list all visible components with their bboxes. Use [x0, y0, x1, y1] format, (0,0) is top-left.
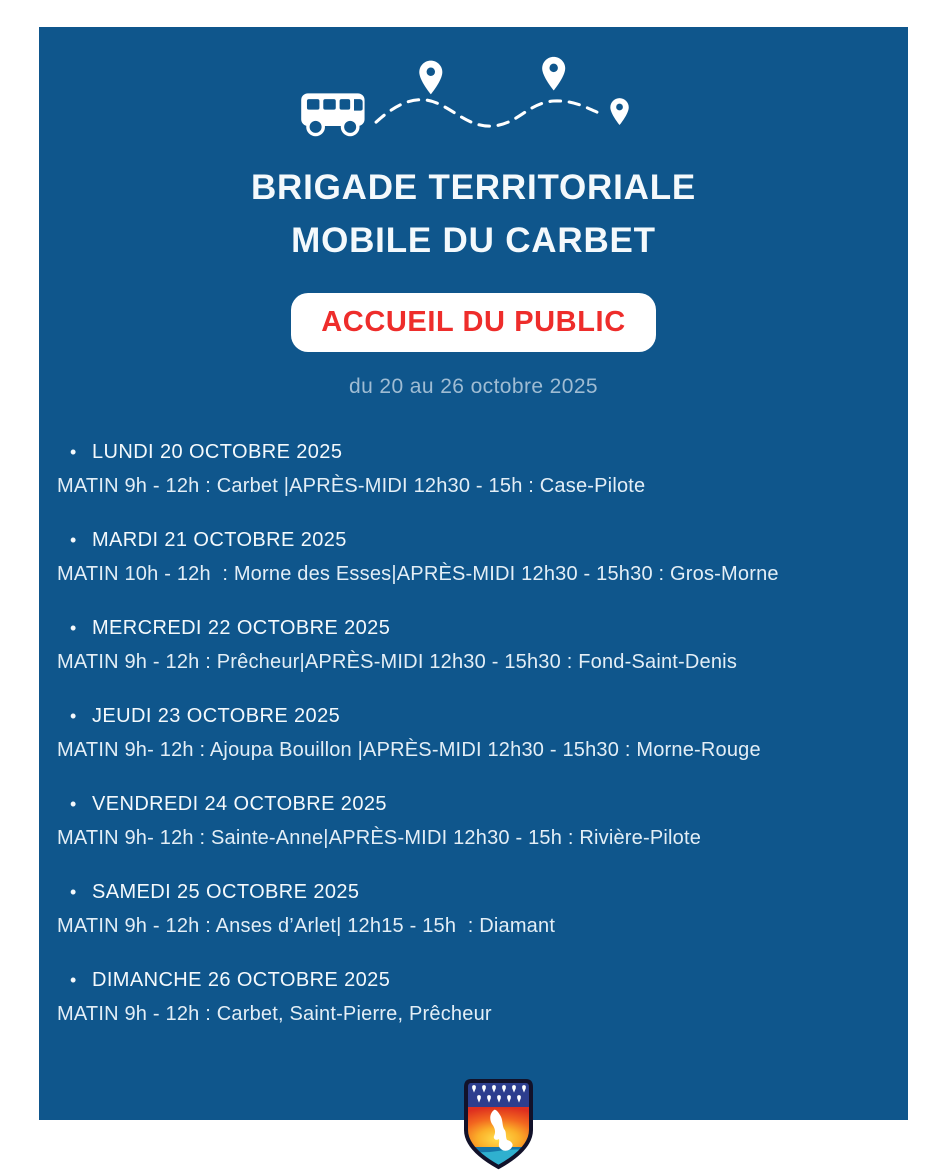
date-range-subtitle: du 20 au 26 octobre 2025 [349, 375, 598, 398]
schedule-item-vendredi [57, 787, 898, 855]
day-label: JEUDI 23 OCTOBRE 2025 [92, 705, 341, 727]
bullet-icon: • [70, 442, 77, 462]
bullet-icon: • [70, 794, 77, 814]
day-label: VENDREDI 24 OCTOBRE 2025 [92, 793, 387, 815]
bullet-icon: • [70, 882, 77, 902]
schedule-item-mardi [57, 523, 898, 591]
bus-icon [301, 93, 364, 134]
day-detail: MATIN 9h- 12h : Sainte-Anne|APRÈS-MIDI 12h30 - 15h : Rivière-Pilote [57, 827, 702, 849]
schedule-item-lundi [57, 435, 898, 503]
accueil-du-public-badge: ACCUEIL DU PUBLIC [291, 293, 656, 352]
day-heading [57, 523, 898, 557]
header-graphic [284, 53, 664, 149]
day-heading [57, 611, 898, 645]
map-pin-icon [419, 61, 442, 95]
schedule-item-dimanche [57, 963, 898, 1031]
day-detail: MATIN 9h - 12h : Carbet, Saint-Pierre, Prêcheur [57, 1003, 492, 1025]
day-heading [57, 875, 898, 909]
bullet-icon: • [70, 706, 77, 726]
schedule-item-mercredi [57, 611, 898, 679]
day-label: LUNDI 20 OCTOBRE 2025 [92, 441, 343, 463]
poster-title-line1: BRIGADE TERRITORIALE [250, 168, 697, 207]
bullet-icon: • [70, 618, 77, 638]
day-heading [57, 787, 898, 821]
badge-row [39, 293, 908, 352]
day-label: DIMANCHE 26 OCTOBRE 2025 [92, 969, 391, 991]
day-heading [57, 699, 898, 733]
dashed-route-line [376, 100, 603, 126]
map-pin-icon [542, 57, 565, 91]
map-pin-icon [610, 98, 628, 125]
bullet-icon: • [70, 530, 77, 550]
blue-card [39, 27, 908, 1120]
day-label: SAMEDI 25 OCTOBRE 2025 [92, 881, 360, 903]
day-detail: MATIN 10h - 12h : Morne des Esses|APRÈS-MIDI 12h30 - 15h30 : Gros-Morne [57, 563, 779, 585]
martinique-crest-icon [461, 1078, 536, 1170]
day-detail: MATIN 9h - 12h : Prêcheur|APRÈS-MIDI 12h30 - 15h30 : Fond-Saint-Denis [57, 651, 738, 673]
schedule-item-samedi [57, 875, 898, 943]
day-label: MARDI 21 OCTOBRE 2025 [92, 529, 347, 551]
day-label: MERCREDI 22 OCTOBRE 2025 [92, 617, 391, 639]
schedule-item-jeudi [57, 699, 898, 767]
poster-title-line2: MOBILE DU CARBET [291, 221, 656, 260]
bullet-icon: • [70, 970, 77, 990]
day-detail: MATIN 9h - 12h : Carbet |APRÈS-MIDI 12h30 - 15h : Case-Pilote [57, 475, 646, 497]
poster-title [39, 161, 908, 267]
day-detail: MATIN 9h - 12h : Anses d’Arlet| 12h15 - 15h : Diamant [57, 915, 556, 937]
schedule-list [39, 435, 908, 1031]
day-heading [57, 435, 898, 469]
day-heading [57, 963, 898, 997]
day-detail: MATIN 9h- 12h : Ajoupa Bouillon |APRÈS-MIDI 12h30 - 15h30 : Morne-Rouge [57, 739, 761, 761]
